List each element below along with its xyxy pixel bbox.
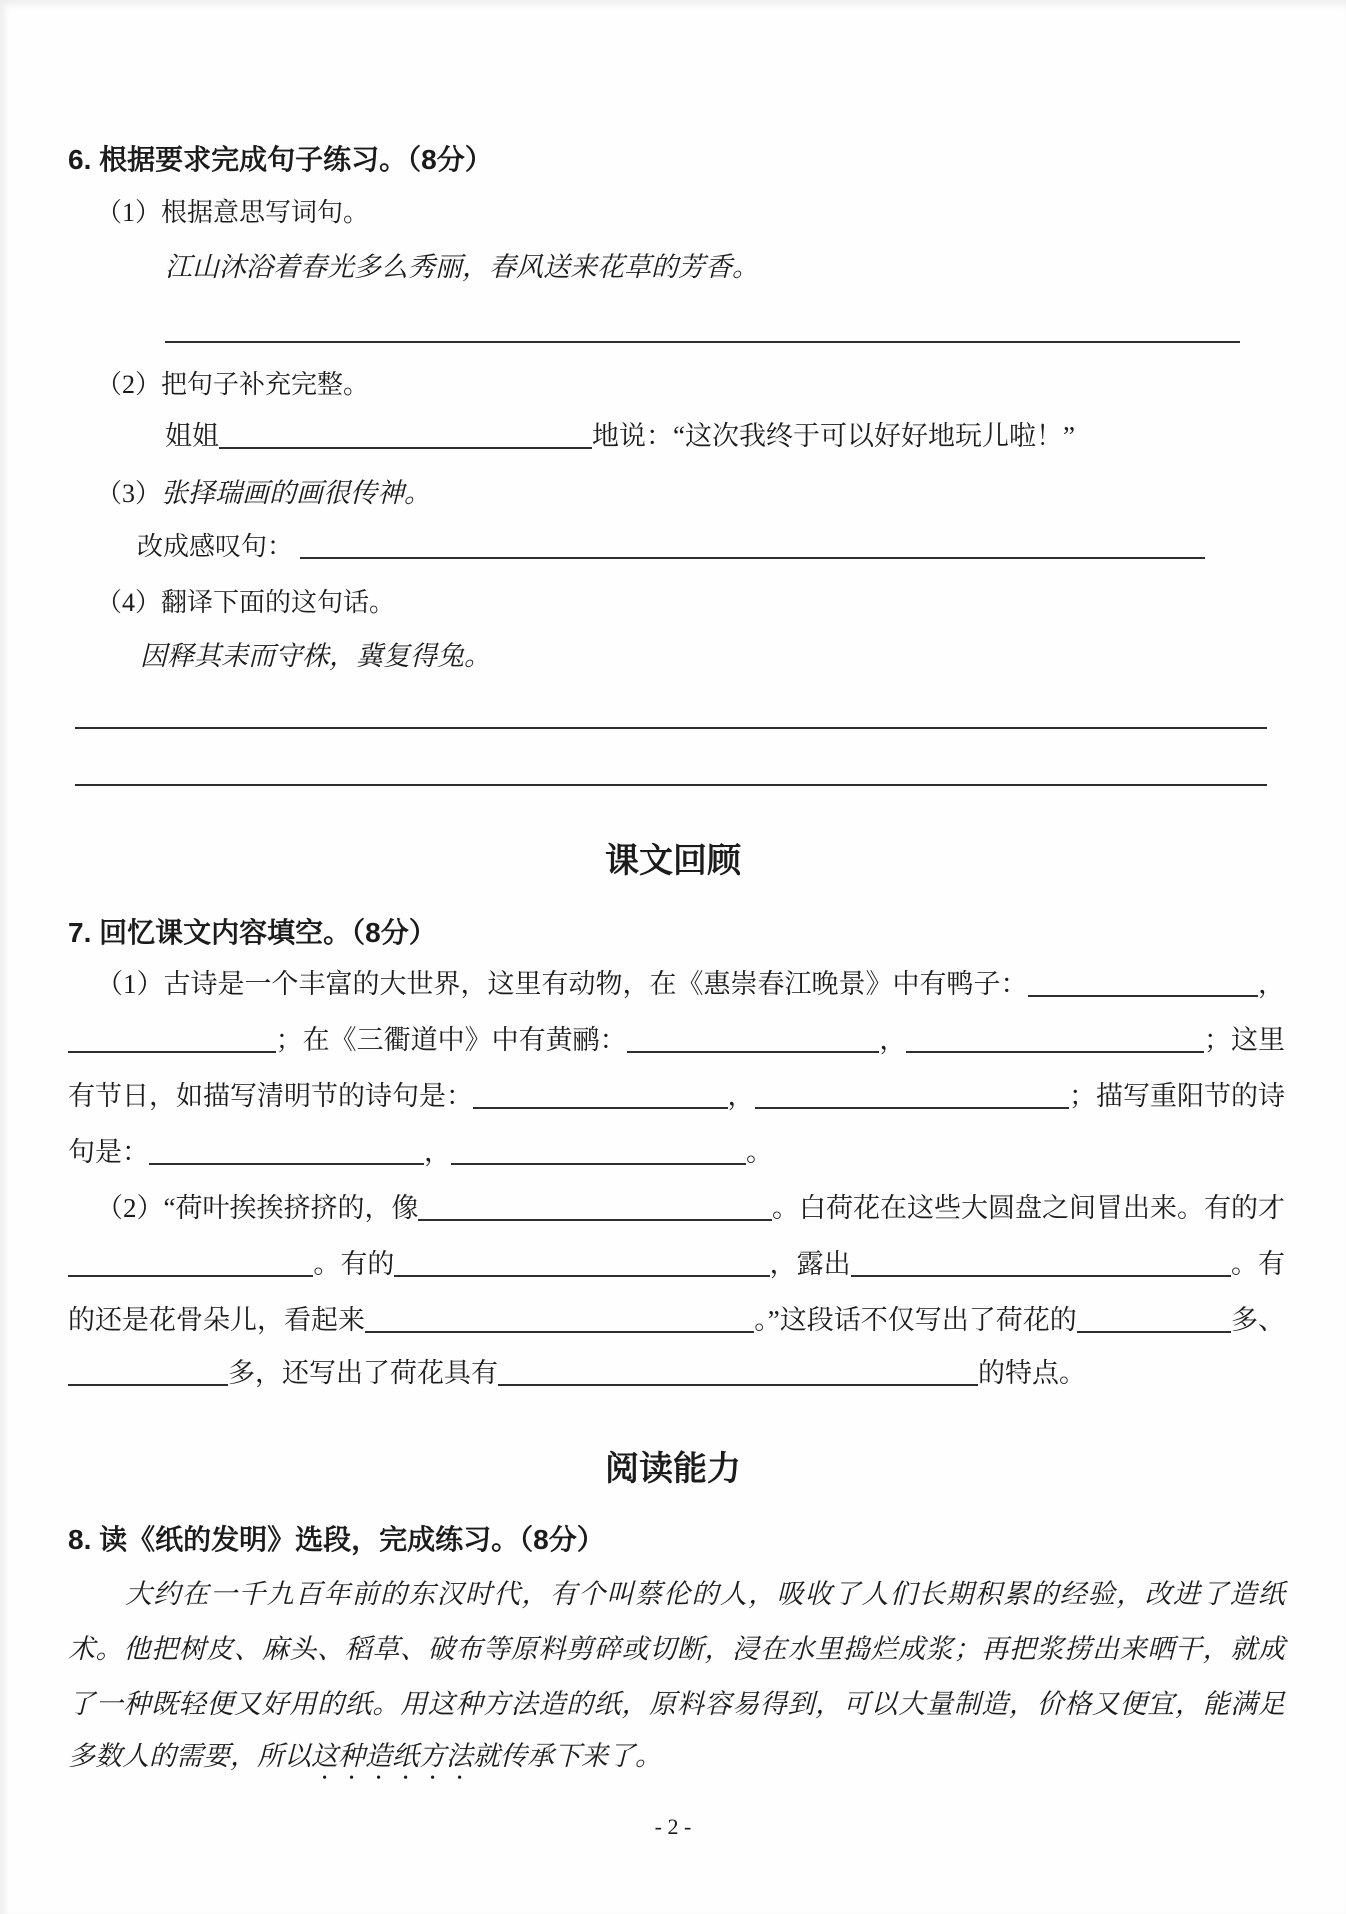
q8-excerpt-line-2 xyxy=(68,1633,1285,1667)
line-text: 多数人的需要，所以 xyxy=(68,1741,311,1771)
q7-sub2-line-1 xyxy=(96,1192,1285,1226)
fill-in-blank xyxy=(365,1331,754,1333)
line-text: ；这里 xyxy=(1204,1025,1286,1055)
emphasized-text: 这种造纸方法 xyxy=(311,1741,473,1771)
q8-excerpt-line-3 xyxy=(68,1688,1285,1722)
line-text: （1）古诗是一个丰富的大世界，这里有动物，在《惠崇春江晚景》中有鸭子： xyxy=(96,969,1028,999)
q6-sub4-label: （4）翻译下面的这句话。 xyxy=(96,588,396,617)
line-text: 有节日，如描写清明节的诗句是： xyxy=(68,1081,473,1111)
page-number: - 2 - xyxy=(654,1814,692,1839)
fill-in-blank xyxy=(473,1107,728,1109)
section-title-text-review: 课文回顾 xyxy=(605,842,741,880)
line-text: 地说：“这次我终于可以好好地玩儿啦！” xyxy=(592,421,1075,451)
q6-sub4-classical-sentence: 因释其耒而守株，冀复得兔。 xyxy=(140,641,491,671)
line-text: 姐姐 xyxy=(165,421,219,451)
q6-sub1-answer-rule xyxy=(165,341,1240,343)
fill-in-blank xyxy=(1077,1331,1231,1333)
line-text: 就传承下来了。 xyxy=(473,1741,662,1771)
line-text: 的特点。 xyxy=(978,1358,1086,1388)
question-7-title: 7. 回忆课文内容填空。（8分） xyxy=(68,917,437,948)
q6-sub2-fill-line xyxy=(165,420,1075,454)
q6-sub3-source-sentence: 张择瑞画的画很传神。 xyxy=(161,478,432,508)
question-6-title: 6. 根据要求完成句子练习。（8分） xyxy=(68,144,493,175)
fill-in-blank xyxy=(394,1275,769,1277)
line-text: ， xyxy=(727,1081,755,1111)
line-text: ，露出 xyxy=(769,1249,851,1279)
line-text: 大约在一千九百年前的东汉时代，有个叫蔡伦的人，吸收了人们长期积累的经验，改进了造纸 xyxy=(125,1579,1285,1609)
q7-sub1-line-1 xyxy=(96,968,1285,1002)
q8-excerpt-line-4 xyxy=(68,1740,1285,1786)
fill-in-blank xyxy=(755,1107,1070,1109)
q7-sub1-line-4 xyxy=(68,1136,773,1170)
q6-sub2-label: （2）把句子补充完整。 xyxy=(96,370,370,399)
q7-sub2-line-4 xyxy=(68,1357,1086,1391)
q6-sub3-label xyxy=(96,477,431,511)
fill-in-blank xyxy=(149,1163,424,1165)
fill-in-blank xyxy=(451,1163,746,1165)
fill-in-blank xyxy=(68,1051,276,1053)
fill-in-blank xyxy=(300,557,1205,559)
line-text: 了一种既轻便又好用的纸。用这种方法造的纸，原料容易得到，可以大量制造，价格又便宜，能满足 xyxy=(68,1689,1285,1719)
q6-sub1-label: （1）根据意思写词句。 xyxy=(96,198,370,227)
line-text: 句是： xyxy=(68,1137,149,1167)
fill-in-blank xyxy=(498,1384,978,1386)
q7-sub2-line-2 xyxy=(68,1248,1285,1282)
line-text: 。有 xyxy=(1230,1249,1285,1279)
fill-in-blank xyxy=(851,1275,1231,1277)
line-text: 。白荷花在这些大圆盘之间冒出来。有的才 xyxy=(772,1193,1285,1223)
line-text: ；在《三衢道中》中有黄鹂： xyxy=(275,1025,627,1055)
line-text: 的还是花骨朵儿，看起来 xyxy=(68,1305,365,1335)
q6-sub4-answer-rule-1 xyxy=(75,727,1267,729)
q7-sub1-line-2 xyxy=(68,1024,1285,1058)
q6-sub1-example-sentence: 江山沐浴着春光多么秀丽，春风送来花草的芳香。 xyxy=(165,252,759,282)
q8-excerpt-line-1 xyxy=(68,1578,1285,1612)
q6-sub3-label-number: （3） xyxy=(96,479,162,508)
line-text: 。”这段话不仅写出了荷花的 xyxy=(754,1305,1077,1335)
fill-in-blank xyxy=(906,1051,1204,1053)
q6-sub3-answer-line xyxy=(137,531,1205,564)
line-text: 改成感叹句： xyxy=(137,532,300,561)
line-text: ；描写重阳节的诗 xyxy=(1069,1081,1285,1111)
q7-sub1-line-3 xyxy=(68,1080,1285,1114)
line-text: （2）“荷叶挨挨挤挤的，像 xyxy=(96,1193,419,1223)
line-text: 术。他把树皮、麻头、稻草、破布等原料剪碎或切断，浸在水里捣烂成浆；再把浆捞出来晒干，就成 xyxy=(68,1634,1285,1664)
fill-in-blank xyxy=(68,1384,228,1386)
line-text: ， xyxy=(1258,969,1285,999)
q7-sub2-line-3 xyxy=(68,1304,1285,1338)
fill-in-blank xyxy=(68,1275,313,1277)
line-text: 。有的 xyxy=(313,1249,395,1279)
fill-in-blank xyxy=(418,1219,772,1221)
q6-sub4-answer-rule-2 xyxy=(75,784,1267,786)
line-text: 多，还写出了荷花具有 xyxy=(228,1358,498,1388)
fill-in-blank xyxy=(219,447,592,449)
line-text: 多、 xyxy=(1231,1305,1286,1335)
question-8-title: 8. 读《纸的发明》选段，完成练习。（8分） xyxy=(68,1524,605,1555)
line-text: 。 xyxy=(746,1137,773,1167)
fill-in-blank xyxy=(1028,995,1259,997)
line-text: ， xyxy=(879,1025,907,1055)
line-text: ， xyxy=(424,1137,451,1167)
fill-in-blank xyxy=(627,1051,880,1053)
section-title-reading-ability: 阅读能力 xyxy=(605,1450,741,1488)
